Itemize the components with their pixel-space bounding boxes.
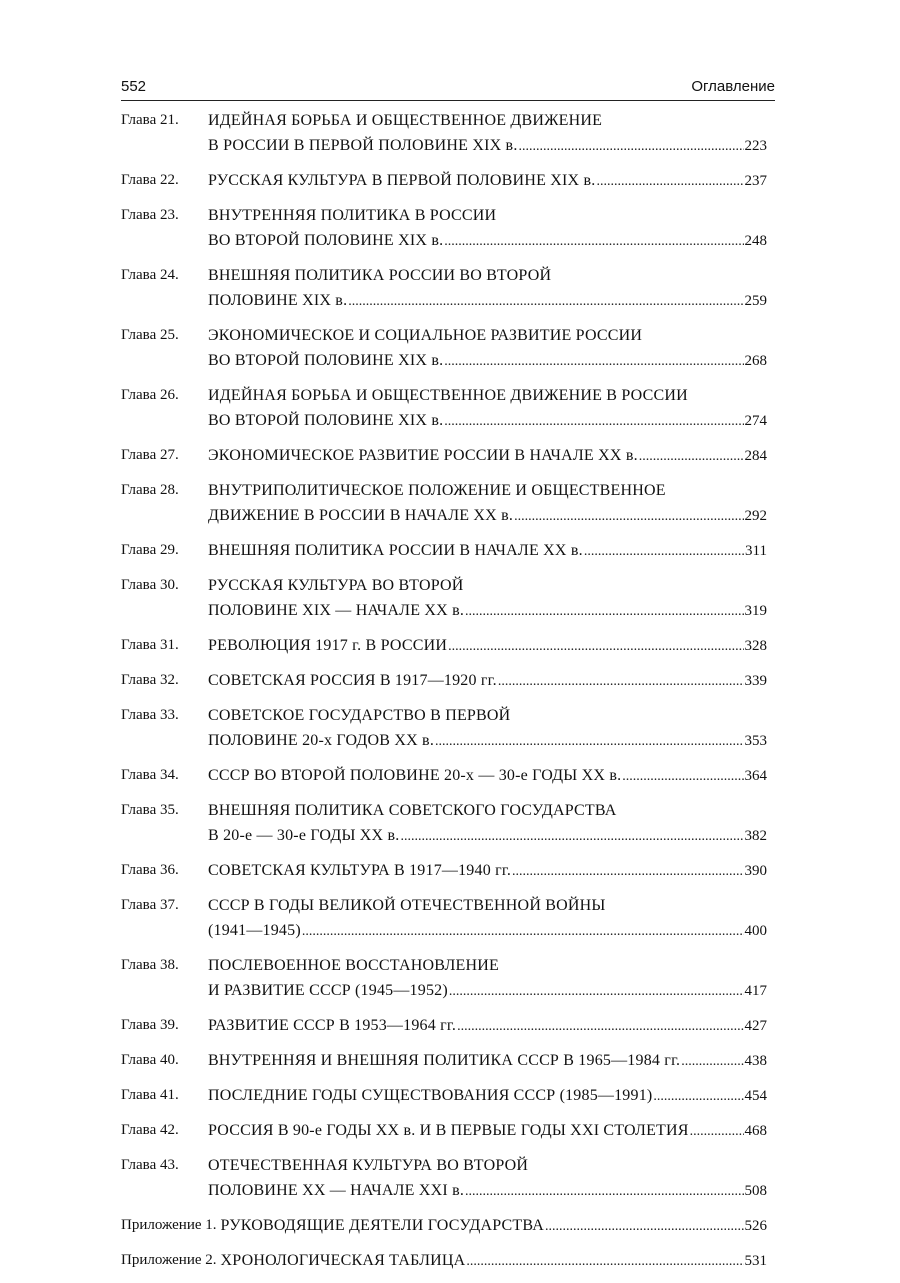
dot-leader — [448, 634, 743, 659]
chapter-page-number: 390 — [744, 863, 767, 879]
chapter-title-last-line — [208, 168, 767, 194]
chapter-label: Глава 40. — [121, 1052, 179, 1068]
chapter-title-line: ВНУТРЕННЯЯ ПОЛИТИКА В РОССИИ — [208, 207, 497, 224]
chapter-page-number: 328 — [744, 638, 767, 654]
toc-entry[interactable] — [121, 798, 767, 849]
chapter-page-number: 284 — [744, 448, 767, 464]
chapter-title-end: ПОЛОВИНЕ XIX — НАЧАЛЕ XX в. — [208, 602, 465, 619]
chapter-label: Глава 31. — [121, 637, 179, 653]
table-of-contents — [121, 108, 767, 1283]
dot-leader — [435, 729, 743, 754]
chapter-title-end: СОВЕТСКАЯ КУЛЬТУРА В 1917—1940 гг. — [208, 862, 512, 879]
chapter-title-line: ОТЕЧЕСТВЕННАЯ КУЛЬТУРА ВО ВТОРОЙ — [208, 1157, 529, 1174]
chapter-page-number: 438 — [744, 1053, 767, 1069]
chapter-title-last-line — [208, 228, 767, 254]
dot-leader — [444, 229, 743, 254]
chapter-page-number: 248 — [744, 233, 767, 249]
chapter-title-end: И РАЗВИТИЕ СССР (1945—1952) — [208, 982, 448, 999]
chapter-label: Глава 37. — [121, 897, 179, 913]
chapter-label: Глава 32. — [121, 672, 179, 688]
chapter-title-block — [208, 798, 767, 849]
chapter-title-last-line — [208, 348, 767, 374]
chapter-title-line: СССР В ГОДЫ ВЕЛИКОЙ ОТЕЧЕСТВЕННОЙ ВОЙНЫ — [208, 897, 606, 914]
chapter-title-last-line — [208, 1118, 767, 1144]
chapter-label: Глава 21. — [121, 112, 179, 128]
dot-leader — [400, 824, 743, 849]
appendix-title-line — [221, 1248, 767, 1274]
chapter-page-number: 364 — [744, 768, 767, 784]
chapter-page-number: 319 — [744, 603, 767, 619]
dot-leader — [690, 1119, 744, 1144]
chapter-title-block — [208, 478, 767, 529]
chapter-title-block — [208, 443, 767, 469]
dot-leader — [444, 349, 743, 374]
chapter-title-end: (1941—1945) — [208, 922, 301, 939]
chapter-title-last-line — [208, 443, 767, 469]
chapter-title-end: ПОЛОВИНЕ XIX в. — [208, 292, 348, 309]
dot-leader — [584, 539, 744, 564]
chapter-title-last-line — [208, 978, 767, 1004]
chapter-title-line: СОВЕТСКОЕ ГОСУДАРСТВО В ПЕРВОЙ — [208, 707, 511, 724]
dot-leader — [596, 169, 743, 194]
chapter-title-end: РОССИЯ В 90-е ГОДЫ XX в. И В ПЕРВЫЕ ГОДЫ XXI СТОЛЕТИЯ — [208, 1122, 689, 1139]
toc-entry[interactable] — [121, 1083, 767, 1109]
chapter-title-last-line — [208, 668, 767, 694]
chapter-page-number: 427 — [744, 1018, 767, 1034]
chapter-title-block — [208, 168, 767, 194]
dot-leader — [465, 599, 743, 624]
chapter-title-end: ВНУТРЕННЯЯ И ВНЕШНЯЯ ПОЛИТИКА СССР В 1965—1984 гг. — [208, 1052, 681, 1069]
chapter-page-number: 508 — [744, 1183, 767, 1199]
toc-entry[interactable] — [121, 1118, 767, 1144]
dot-leader — [622, 764, 743, 789]
dot-leader — [348, 289, 743, 314]
chapter-title-block — [208, 1118, 767, 1144]
dot-leader — [512, 859, 743, 884]
toc-entry[interactable] — [121, 443, 767, 469]
dot-leader — [639, 444, 744, 469]
chapter-title-block — [208, 203, 767, 254]
appendix-page-number: 531 — [744, 1253, 767, 1269]
chapter-page-number: 311 — [745, 543, 767, 559]
dot-leader — [466, 1249, 743, 1274]
page-header — [121, 74, 775, 101]
chapter-label: Глава 43. — [121, 1157, 179, 1173]
toc-entry[interactable] — [121, 893, 767, 944]
chapter-title-end: ЭКОНОМИЧЕСКОЕ РАЗВИТИЕ РОССИИ В НАЧАЛЕ XX в. — [208, 447, 638, 464]
chapter-title-block — [208, 1013, 767, 1039]
chapter-title-line: ЭКОНОМИЧЕСКОЕ И СОЦИАЛЬНОЕ РАЗВИТИЕ РОССИИ — [208, 327, 643, 344]
section-title: Оглавление — [691, 78, 775, 95]
chapter-title-block — [208, 383, 767, 434]
chapter-title-last-line — [208, 918, 767, 944]
chapter-label: Глава 41. — [121, 1087, 179, 1103]
chapter-title-end: ВО ВТОРОЙ ПОЛОВИНЕ XIX в. — [208, 352, 444, 369]
appendix-title-line — [221, 1213, 767, 1239]
toc-entry[interactable] — [121, 108, 767, 159]
chapter-title-end: В РОССИИ В ПЕРВОЙ ПОЛОВИНЕ XIX в. — [208, 137, 518, 154]
chapter-title-line: ИДЕЙНАЯ БОРЬБА И ОБЩЕСТВЕННОЕ ДВИЖЕНИЕ — [208, 112, 603, 129]
chapter-title-line: РУССКАЯ КУЛЬТУРА ВО ВТОРОЙ — [208, 577, 464, 594]
chapter-title-last-line — [208, 1048, 767, 1074]
chapter-page-number: 468 — [744, 1123, 767, 1139]
chapter-page-number: 353 — [744, 733, 767, 749]
chapter-title-line: ПОСЛЕВОЕННОЕ ВОССТАНОВЛЕНИЕ — [208, 957, 500, 974]
toc-entry[interactable] — [121, 168, 767, 194]
chapter-page-number: 417 — [744, 983, 767, 999]
chapter-title-last-line — [208, 763, 767, 789]
toc-entry[interactable] — [121, 203, 767, 254]
chapter-title-last-line — [208, 728, 767, 754]
chapter-title-end: ПОЛОВИНЕ 20-х ГОДОВ XX в. — [208, 732, 435, 749]
chapter-title-block — [208, 858, 767, 884]
chapter-title-end: РУССКАЯ КУЛЬТУРА В ПЕРВОЙ ПОЛОВИНЕ XIX в. — [208, 172, 596, 189]
dot-leader — [514, 504, 743, 529]
chapter-label: Глава 29. — [121, 542, 179, 558]
chapter-label: Глава 23. — [121, 207, 179, 223]
chapter-title-end: ПОСЛЕДНИЕ ГОДЫ СУЩЕСТВОВАНИЯ СССР (1985—1991) — [208, 1087, 653, 1104]
chapter-title-block — [208, 953, 767, 1004]
chapter-title-last-line — [208, 598, 767, 624]
chapter-title-end: В 20-е — 30-е ГОДЫ XX в. — [208, 827, 400, 844]
chapter-label: Глава 25. — [121, 327, 179, 343]
toc-entry[interactable] — [121, 1013, 767, 1039]
chapter-title-block — [208, 763, 767, 789]
chapter-title-block — [208, 633, 767, 659]
chapter-page-number: 237 — [744, 173, 767, 189]
page-number: 552 — [121, 78, 147, 95]
chapter-title-end: ВО ВТОРОЙ ПОЛОВИНЕ XIX в. — [208, 412, 444, 429]
dot-leader — [449, 979, 744, 1004]
toc-entry[interactable] — [121, 633, 767, 659]
chapter-label: Глава 26. — [121, 387, 179, 403]
dot-leader — [465, 1179, 743, 1204]
toc-entry[interactable] — [121, 263, 767, 314]
chapter-title-line: ВНУТРИПОЛИТИЧЕСКОЕ ПОЛОЖЕНИЕ И ОБЩЕСТВЕННОЕ — [208, 482, 666, 499]
chapter-title-block — [208, 573, 767, 624]
chapter-title-last-line — [208, 823, 767, 849]
toc-entry[interactable] — [121, 703, 767, 754]
chapter-title-block — [208, 1048, 767, 1074]
chapter-title-end: СОВЕТСКАЯ РОССИЯ В 1917—1920 гг. — [208, 672, 497, 689]
appendix-label: Приложение 1. — [121, 1217, 217, 1233]
dot-leader — [653, 1084, 743, 1109]
toc-entry[interactable] — [121, 1153, 767, 1204]
chapter-title-last-line — [208, 538, 767, 564]
dot-leader — [457, 1014, 743, 1039]
chapter-page-number: 382 — [744, 828, 767, 844]
chapter-title-last-line — [208, 503, 767, 529]
chapter-title-last-line — [208, 1013, 767, 1039]
appendix-title: ХРОНОЛОГИЧЕСКАЯ ТАБЛИЦА — [220, 1252, 466, 1269]
dot-leader — [302, 919, 744, 944]
chapter-title-end: ВНЕШНЯЯ ПОЛИТИКА РОССИИ В НАЧАЛЕ XX в. — [208, 542, 583, 559]
chapter-label: Глава 42. — [121, 1122, 179, 1138]
dot-leader — [498, 669, 744, 694]
chapter-title-last-line — [208, 1083, 767, 1109]
chapter-title-last-line — [208, 288, 767, 314]
chapter-title-end: ВО ВТОРОЙ ПОЛОВИНЕ XIX в. — [208, 232, 444, 249]
chapter-title-end: ДВИЖЕНИЕ В РОССИИ В НАЧАЛЕ XX в. — [208, 507, 514, 524]
toc-appendix[interactable] — [121, 1248, 767, 1274]
toc-entry[interactable] — [121, 538, 767, 564]
appendix-label: Приложение 2. — [121, 1252, 217, 1268]
chapter-title-end: ПОЛОВИНЕ XX — НАЧАЛЕ XXI в. — [208, 1182, 465, 1199]
chapter-title-last-line — [208, 858, 767, 884]
toc-entry[interactable] — [121, 573, 767, 624]
chapter-page-number: 339 — [744, 673, 767, 689]
chapter-label: Глава 34. — [121, 767, 179, 783]
chapter-title-last-line — [208, 1178, 767, 1204]
chapter-page-number: 259 — [744, 293, 767, 309]
chapter-title-block — [208, 1083, 767, 1109]
toc-entry[interactable] — [121, 1048, 767, 1074]
chapter-label: Глава 35. — [121, 802, 179, 818]
chapter-title-block — [208, 538, 767, 564]
chapter-label: Глава 28. — [121, 482, 179, 498]
chapter-label: Глава 24. — [121, 267, 179, 283]
dot-leader — [519, 134, 744, 159]
toc-entry[interactable] — [121, 953, 767, 1004]
chapter-title-block — [208, 703, 767, 754]
toc-entry[interactable] — [121, 668, 767, 694]
chapter-label: Глава 22. — [121, 172, 179, 188]
chapter-title-last-line — [208, 133, 767, 159]
dot-leader — [545, 1214, 744, 1239]
chapter-page-number: 268 — [744, 353, 767, 369]
chapter-title-end: СССР ВО ВТОРОЙ ПОЛОВИНЕ 20-х — 30-е ГОДЫ XX в. — [208, 767, 622, 784]
chapter-title-block — [208, 108, 767, 159]
chapter-page-number: 292 — [744, 508, 767, 524]
chapter-label: Глава 30. — [121, 577, 179, 593]
chapter-title-end: РЕВОЛЮЦИЯ 1917 г. В РОССИИ — [208, 637, 448, 654]
chapter-title-block — [208, 893, 767, 944]
chapter-title-end: РАЗВИТИЕ СССР В 1953—1964 гг. — [208, 1017, 457, 1034]
dot-leader — [681, 1049, 743, 1074]
chapter-title-block — [208, 1153, 767, 1204]
chapter-label: Глава 33. — [121, 707, 179, 723]
chapter-title-line: ВНЕШНЯЯ ПОЛИТИКА РОССИИ ВО ВТОРОЙ — [208, 267, 552, 284]
chapter-title-last-line — [208, 408, 767, 434]
toc-entry[interactable] — [121, 323, 767, 374]
appendix-title: РУКОВОДЯЩИЕ ДЕЯТЕЛИ ГОСУДАРСТВА — [220, 1217, 544, 1234]
chapter-title-block — [208, 668, 767, 694]
chapter-label: Глава 39. — [121, 1017, 179, 1033]
toc-appendix[interactable] — [121, 1213, 767, 1239]
chapter-label: Глава 38. — [121, 957, 179, 973]
chapter-title-block — [208, 263, 767, 314]
toc-entry[interactable] — [121, 383, 767, 434]
chapter-page-number: 454 — [744, 1088, 767, 1104]
chapter-label: Глава 27. — [121, 447, 179, 463]
toc-entry[interactable] — [121, 763, 767, 789]
chapter-title-line: ВНЕШНЯЯ ПОЛИТИКА СОВЕТСКОГО ГОСУДАРСТВА — [208, 802, 617, 819]
chapter-title-block — [208, 323, 767, 374]
chapter-page-number: 274 — [744, 413, 767, 429]
toc-entry[interactable] — [121, 858, 767, 884]
appendix-page-number: 526 — [744, 1218, 767, 1234]
chapter-page-number: 223 — [744, 138, 767, 154]
chapter-page-number: 400 — [744, 923, 767, 939]
chapter-title-line: ИДЕЙНАЯ БОРЬБА И ОБЩЕСТВЕННОЕ ДВИЖЕНИЕ В РОССИИ — [208, 387, 688, 404]
chapter-label: Глава 36. — [121, 862, 179, 878]
toc-entry[interactable] — [121, 478, 767, 529]
dot-leader — [444, 409, 743, 434]
chapter-title-last-line — [208, 633, 767, 659]
